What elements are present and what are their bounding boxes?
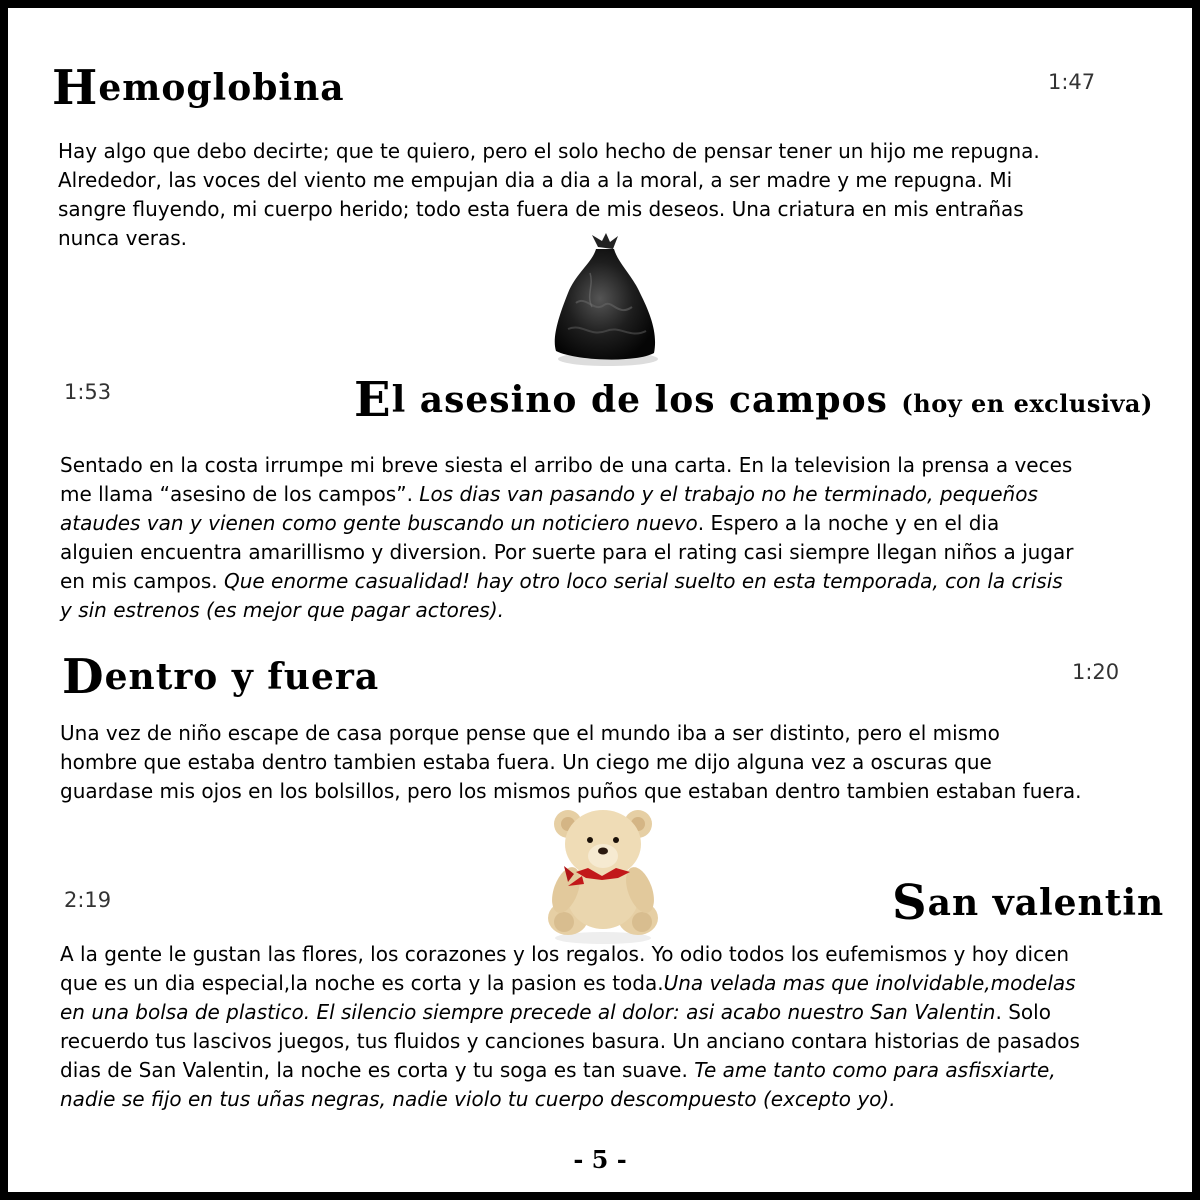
section-time-dentro-y-fuera: 1:20 [1072,660,1120,684]
text-line: recuerdo tus lascivos juegos, tus fluidos y canciones basura. Un anciano contara historias de pasados [60,1029,1080,1053]
text-line: Hay algo que debo decirte; que te quiero, pero el solo hecho de pensar tener un hijo me repugna. [58,139,1040,163]
section-title-hemoglobina [52,56,345,116]
text-line: en mis campos. Que enorme casualidad! hay otro loco serial suelto en esta temporada, con la crisis [60,569,1063,593]
section-text-asesino [60,451,1073,625]
title-initial: H [52,60,99,116]
section-time-hemoglobina: 1:47 [1048,70,1096,94]
text-line: que es un dia especial,la noche es corta y la pasion es toda.Una velada mas que inolvidable,modelas [60,971,1076,995]
title-initial: S [892,875,928,931]
text-line: me llama “asesino de los campos”. Los dias van pasando y el trabajo no he terminado, pequeños [60,482,1038,506]
text-line: en una bolsa de plastico. El silencio siempre precede al dolor: asi acabo nuestro San Valentin. Solo [60,1000,1051,1024]
title-rest: an valentin [927,882,1165,924]
section-time-asesino: 1:53 [64,380,112,404]
text-line: nunca veras. [58,226,188,250]
section-title-dentro-y-fuera [62,645,380,705]
section-title-asesino [354,368,1153,428]
text-line: Sentado en la costa irrumpe mi breve siesta el arribo de una carta. En la television la prensa a veces [60,453,1073,477]
section-text-dentro-y-fuera [60,719,1082,806]
title-subtitle: (hoy en exclusiva) [901,389,1153,418]
text-line: A la gente le gustan las flores, los corazones y los regalos. Yo odio todos los eufemismos y hoy dicen [60,942,1070,966]
text-line: dias de San Valentin, la noche es corta y tu soga es tan suave. Te ame tanto como para asfisxiarte, [60,1058,1056,1082]
text-line: y sin estrenos (es mejor que pagar actores). [60,598,504,622]
title-rest: entro y fuera [104,656,380,698]
page-number: - 5 - [573,1145,627,1174]
text-line: ataudes van y vienen como gente buscando un noticiero nuevo. Espero a la noche y en el dia [60,511,1000,535]
text-line: guardase mis ojos en los bolsillos, pero los mismos puños que estaban dentro tambien estaban fuera. [60,779,1082,803]
text-line: Una vez de niño escape de casa porque pense que el mundo iba a ser distinto, pero el mismo [60,721,1000,745]
title-initial: E [354,372,392,428]
page [8,8,1192,1192]
text-line: Alrededor, las voces del viento me empujan dia a dia a la moral, a ser madre y me repugna. Mi [58,168,1013,192]
section-time-san-valentin: 2:19 [64,888,112,912]
title-initial: D [62,649,105,705]
garbage-bag-image [546,233,666,373]
title-rest: l asesino de los campos [391,379,888,421]
title-rest: emoglobina [98,67,345,109]
teddy-bear-image [538,800,668,945]
text-line: alguien encuentra amarillismo y diversion. Por suerte para el rating casi siempre llegan niños a jugar [60,540,1074,564]
text-line: hombre que estaba dentro tambien estaba fuera. Un ciego me dijo alguna vez a oscuras que [60,750,992,774]
section-text-san-valentin [60,940,1080,1114]
text-line: sangre fluyendo, mi cuerpo herido; todo esta fuera de mis deseos. Una criatura en mis entrañas [58,197,1024,221]
text-line: nadie se fijo en tus uñas negras, nadie violo tu cuerpo descompuesto (excepto yo). [60,1087,896,1111]
section-title-san-valentin [892,871,1165,931]
